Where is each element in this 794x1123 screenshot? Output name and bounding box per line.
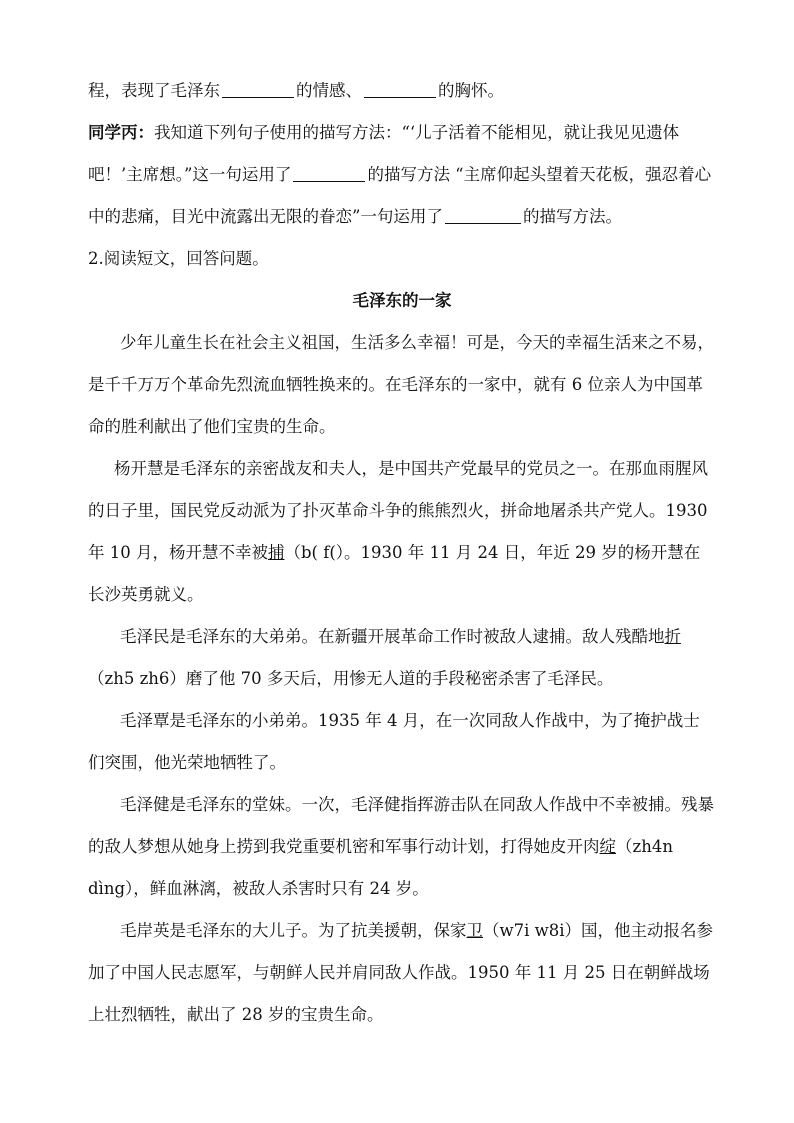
part1-text-c: 的胸怀。: [438, 81, 504, 100]
article-title: 毛泽东的一家: [352, 291, 452, 310]
document-page: [88, 70, 716, 1036]
part1-line: [88, 70, 716, 112]
article-paragraph-6: [88, 910, 716, 1036]
answer-blank-2[interactable]: [364, 79, 436, 98]
question-2: 2.阅读短文，回答问题。: [88, 249, 269, 268]
p2-pinyin-word: 捕: [268, 543, 285, 562]
p3-text-a: 毛泽民是毛泽东的大弟弟。在新疆开展革命工作时被敌人逮捕。敌人残酷地: [120, 627, 665, 646]
article-paragraph-4: 毛泽覃是毛泽东的小弟弟。1935 年 4 月，在一次同敌人作战中，为了掩护战士们突围，他光荣地牺牲了。: [88, 711, 700, 772]
student-c-text-3: 的描写方法。: [522, 207, 622, 226]
part1-text-b: 的情感、: [296, 81, 362, 100]
p6-pinyin-word: 卫: [466, 921, 483, 940]
answer-blank-1[interactable]: [222, 79, 294, 98]
article-paragraph-1: 少年儿童生长在社会主义祖国，生活多么幸福！可是，今天的幸福生活来之不易，是千千万万个革命先烈流血牺牲换来的。在毛泽东的一家中，就有 6 位亲人为中国革命的胜利献出了他们宝贵的生命。: [88, 333, 714, 436]
p6-text-a: 毛岸英是毛泽东的大儿子。为了抗美援朝，保家: [120, 921, 467, 940]
p6-text-b: （w7i w8i）国，他主动报名参加了中国人民志愿军，与朝鲜人民并肩同敌人作战。1950 年 11 月 25 日在朝鲜战场上壮烈牺牲，献出了 28 岁的宝贵生命。: [88, 921, 714, 1024]
p3-text-b: （zh5 zh6）磨了他 70 多天后，用惨无人道的手段秘密杀害了毛泽民。: [88, 669, 614, 688]
answer-blank-3[interactable]: [293, 163, 365, 182]
p5-text-a: 毛泽健是毛泽东的堂妹。一次，毛泽健指挥游击队在同敌人作战中不幸被捕。残暴的敌人梦想从她身上捞到我党重要机密和军事行动计划，打得她皮开肉: [88, 795, 714, 856]
p3-pinyin-word: 折: [664, 627, 681, 646]
student-c-label: 同学丙：: [88, 123, 154, 142]
student-c-text-2: 的描写方法 “主席仰起头望着天花板，强忍着心中的悲痛，目光中流露出无限的眷恋”一句运用了: [88, 165, 712, 226]
article-paragraph-2: [88, 448, 716, 616]
student-c-paragraph: [88, 112, 716, 238]
p5-text-b: （zh4n dìng），鲜血淋漓，被敌人杀害时只有 24 岁。: [88, 837, 673, 898]
article-paragraph-5: [88, 784, 716, 910]
student-c-text-1: 我知道下列句子使用的描写方法：“‘儿子活着不能相见，就让我见见遗体吧！’主席想。”这一句运用了: [88, 123, 680, 184]
part1-text-a: 程，表现了毛泽东: [88, 81, 220, 100]
p2-text-a: 杨开慧是毛泽东的亲密战友和夫人，是中国共产党最早的党员之一。在那血雨腥风的日子里，国民党反动派为了扑灭革命斗争的熊熊烈火，拼命地屠杀共产党人。1930 年 10 月，杨开慧不幸被: [88, 459, 708, 562]
article-paragraph-3: [88, 616, 716, 700]
p5-pinyin-word: 绽: [599, 837, 616, 856]
answer-blank-4[interactable]: [445, 205, 521, 224]
p2-text-b: （b( f(）。1930 年 11 月 24 日，年近 29 岁的杨开慧在长沙英勇就义。: [88, 543, 701, 604]
